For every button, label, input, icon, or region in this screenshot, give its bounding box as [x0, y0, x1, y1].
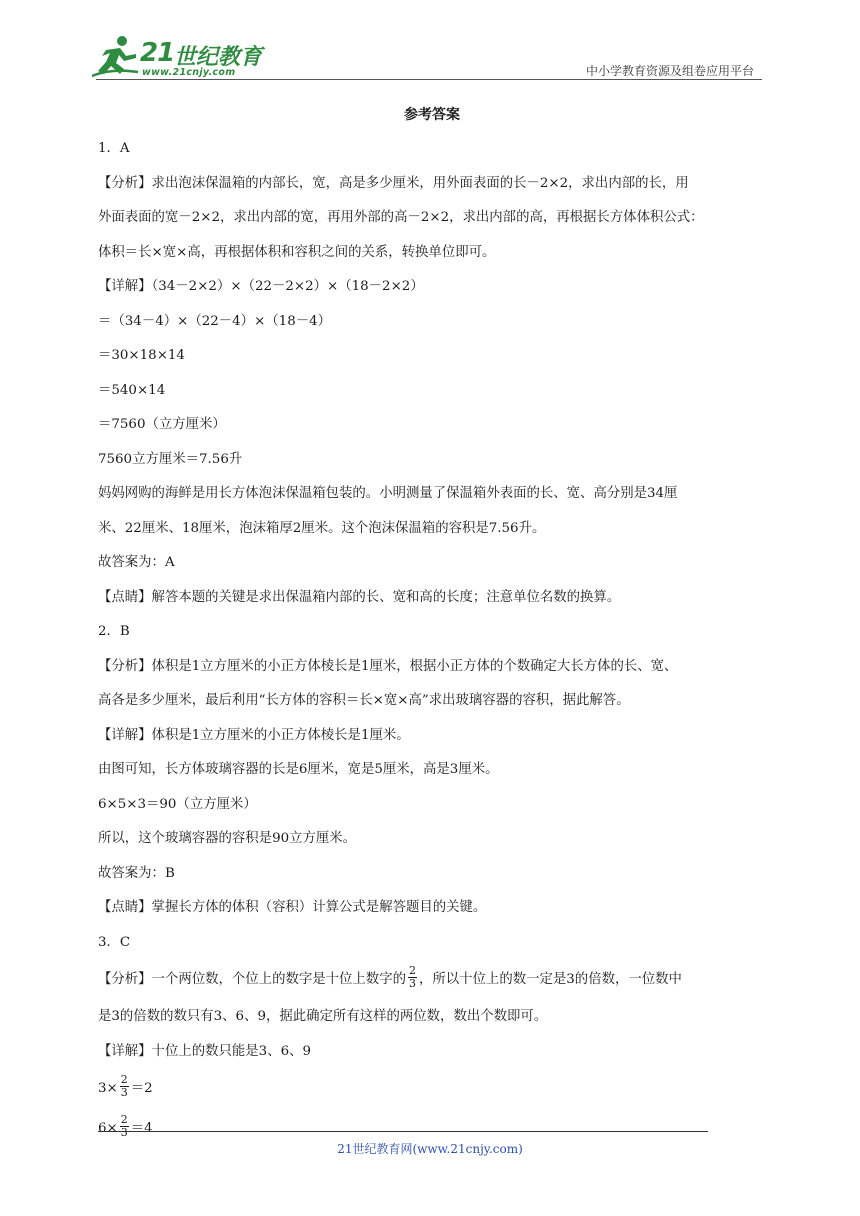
page-header [0, 0, 860, 90]
q2-detail-line-1: 【详解】体积是1立方厘米的小正方体棱长是1厘米。 [98, 727, 410, 743]
fraction-numerator: 2 [120, 1073, 128, 1086]
q2-detail-line-2: 由图可知，长方体玻璃容器的长是6厘米，宽是5厘米，高是3厘米。 [98, 762, 499, 777]
q3-analysis-line-1 [98, 960, 766, 1000]
q1-answer: 1．A [98, 141, 130, 156]
q1-detail-line-8: 米、22厘米、18厘米，泡沫箱厚2厘米。这个泡沫保温箱的容积是7.56升。 [98, 520, 546, 536]
platform-name: 中小学教育资源及组卷应用平台 [585, 64, 754, 78]
fraction [120, 1074, 129, 1099]
q3-analysis-text-b: ，所以十位上的数一定是3的倍数，一位数中 [418, 972, 682, 987]
eq2-right: ＝4 [130, 1121, 153, 1136]
logo-number: 21 [140, 38, 175, 68]
site-logo [92, 34, 262, 82]
eq1-right: ＝2 [130, 1081, 153, 1096]
q2-analysis-line-2: 高各是多少厘米，最后利用“长方体的容积＝长×宽×高”求出玻璃容器的容积，据此解答。 [98, 693, 630, 708]
page-footer: 21世纪教育网(www.21cnjy.com) [337, 1142, 523, 1156]
fraction [408, 965, 417, 990]
q3-analysis-line-2: 是3的倍数的数只有3、6、9，据此确定所有这样的两位数，数出个数即可。 [98, 1009, 548, 1024]
fraction-denominator: 3 [120, 1126, 128, 1139]
logo-name: 世纪教育 [174, 45, 263, 70]
fraction-numerator: 2 [408, 964, 416, 977]
q1-detail-line-5: ＝7560（立方厘米） [98, 417, 226, 432]
q1-conclusion: 故答案为：A [98, 555, 175, 570]
q1-point: 【点睛】解答本题的关键是求出保温箱内部的长、宽和高的长度；注意单位名数的换算。 [98, 589, 621, 605]
q2-detail-line-3: 6×5×3＝90（立方厘米） [98, 796, 257, 812]
header-divider [96, 79, 762, 80]
q3-answer: 3．C [98, 934, 131, 950]
q2-answer: 2．B [98, 624, 130, 639]
q2-detail-line-4: 所以，这个玻璃容器的容积是90立方厘米。 [98, 831, 357, 846]
q1-detail-line-3: ＝30×18×14 [98, 348, 185, 363]
q1-detail-line-4: ＝540×14 [98, 382, 166, 398]
q3-detail-line-1: 【详解】十位上的数只能是3、6、9 [98, 1043, 312, 1059]
fraction-numerator: 2 [120, 1113, 128, 1126]
logo-url: www.21cnjy.com [142, 67, 236, 78]
document-body [98, 98, 766, 1149]
q1-detail-line-6: 7560立方厘米＝7.56升 [98, 451, 243, 467]
q3-analysis-text-a: 【分析】一个两位数，个位上的数字是十位上数字的 [98, 972, 406, 987]
q1-detail-line-7: 妈妈网购的海鲜是用长方体泡沫保温箱包装的。小明测量了保温箱外表面的长、宽、高分别是34厘 [98, 486, 678, 501]
footer-divider [98, 1131, 708, 1132]
q1-analysis-line-2: 外面表面的宽－2×2，求出内部的宽，再用外部的高－2×2，求出内部的高，再根据长方体体积公式： [98, 210, 704, 225]
q1-detail-line-2: ＝（34－4）×（22－4）×（18－4） [98, 313, 332, 329]
page-title: 参考答案 [404, 107, 460, 123]
q1-detail-line-1: 【详解】（34－2×2）×（22－2×2）×（18－2×2） [98, 279, 424, 294]
fraction-denominator: 3 [408, 977, 416, 990]
eq2-left: 6× [98, 1121, 118, 1136]
eq1-left: 3× [98, 1081, 118, 1096]
q2-conclusion: 故答案为：B [98, 865, 175, 881]
runner-icon [92, 34, 140, 78]
fraction [120, 1114, 129, 1139]
q1-analysis-line-1: 【分析】求出泡沫保温箱的内部长，宽，高是多少厘米，用外面表面的长－2×2，求出内部的长，用 [98, 175, 689, 191]
fraction-denominator: 3 [120, 1086, 128, 1099]
q2-analysis-line-1: 【分析】体积是1立方厘米的小正方体棱长是1厘米，根据小正方体的个数确定大长方体的长、宽、 [98, 658, 678, 674]
q2-point: 【点睛】掌握长方体的体积（容积）计算公式是解答题目的关键。 [98, 900, 487, 915]
q1-analysis-line-3: 体积＝长×宽×高，再根据体积和容积之间的关系，转换单位即可。 [98, 244, 496, 260]
q3-equation-1 [98, 1069, 766, 1109]
